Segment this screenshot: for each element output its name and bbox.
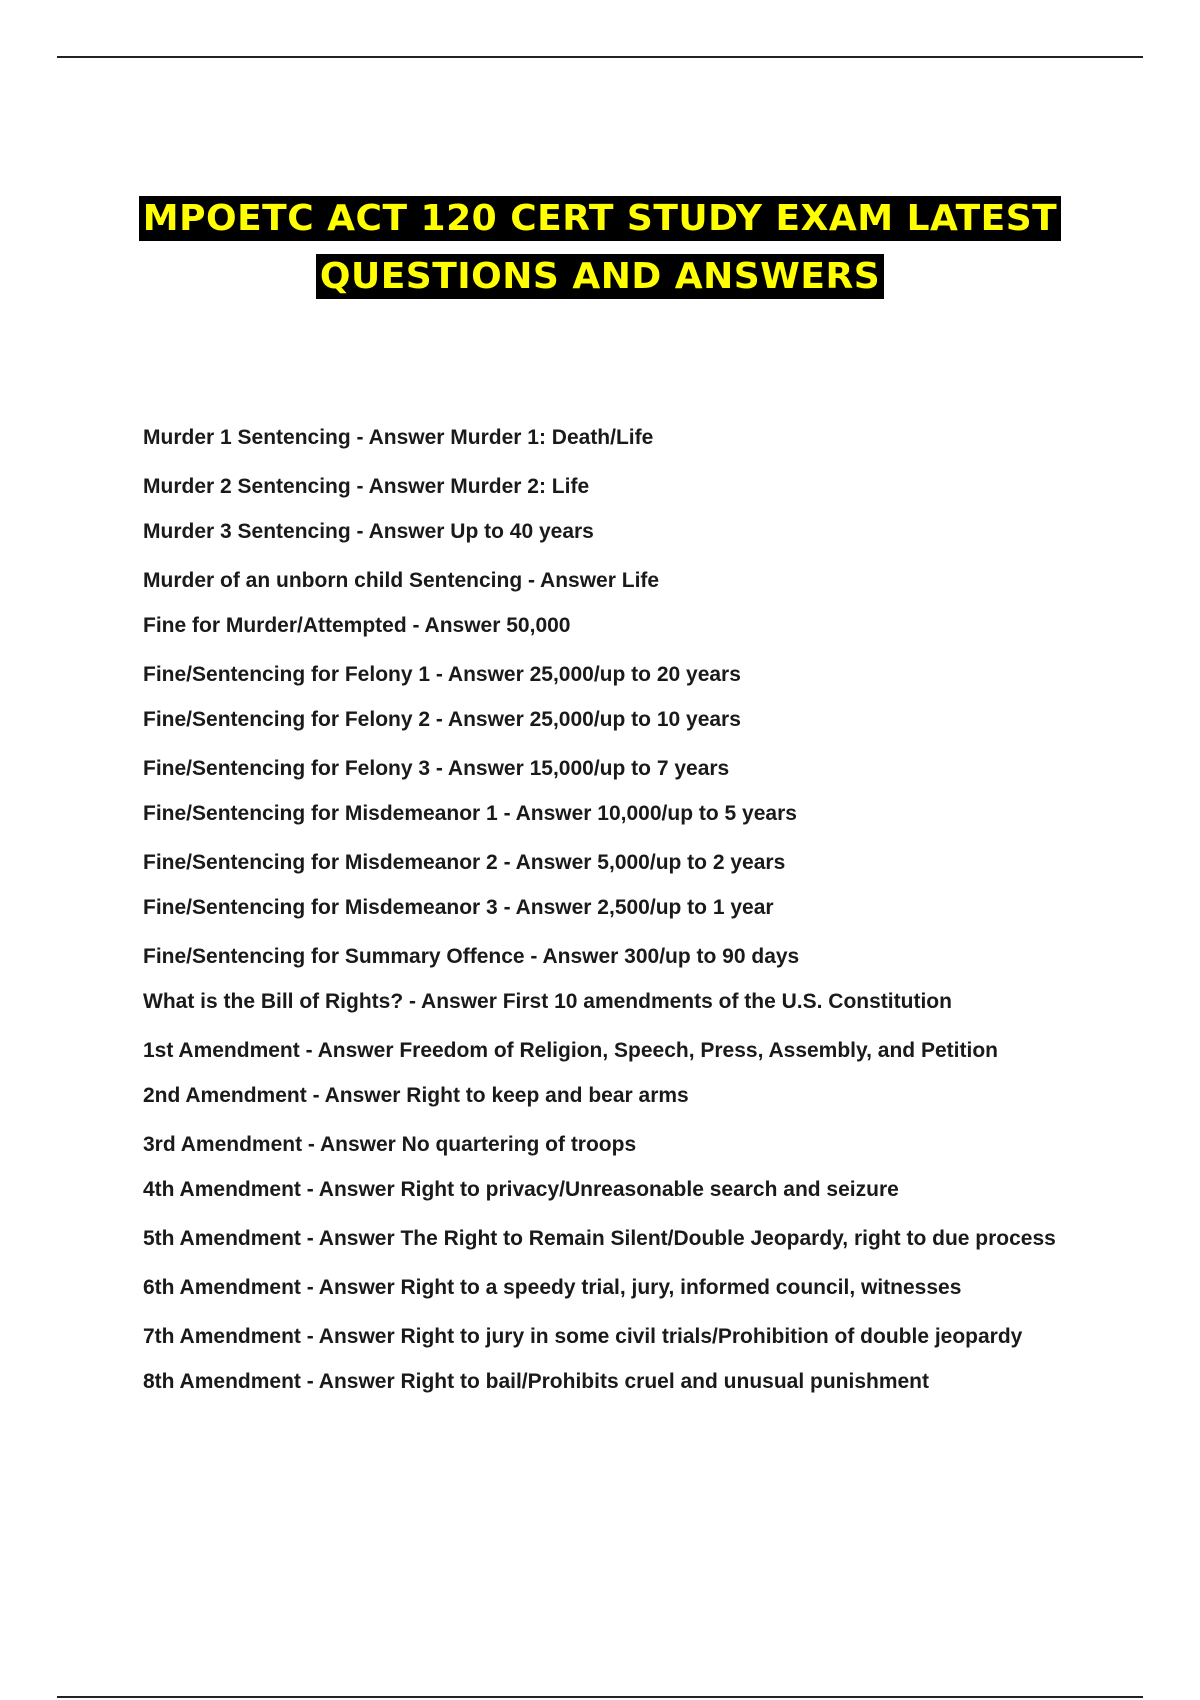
qa-item-7: Fine/Sentencing for Felony 2 - Answer 25,000/up to 10 years bbox=[143, 708, 741, 731]
qa-item-8: Fine/Sentencing for Felony 3 - Answer 15,000/up to 7 years bbox=[143, 757, 730, 780]
title-line-1 bbox=[0, 190, 1200, 248]
qa-item-1: Murder 1 Sentencing - Answer Murder 1: Death/Life bbox=[143, 426, 654, 449]
qa-item-2: Murder 2 Sentencing - Answer Murder 2: Life bbox=[143, 475, 590, 498]
qa-item-13: What is the Bill of Rights? - Answer First 10 amendments of the U.S. Constitution bbox=[143, 990, 952, 1013]
qa-item-19: 6th Amendment - Answer Right to a speedy trial, jury, informed council, witnesses bbox=[143, 1276, 962, 1299]
qa-item-5: Fine for Murder/Attempted - Answer 50,000 bbox=[143, 614, 571, 637]
qa-list bbox=[143, 423, 1103, 1416]
qa-item-20: 7th Amendment - Answer Right to jury in some civil trials/Prohibition of double jeopardy bbox=[143, 1325, 1023, 1348]
title-line-2 bbox=[0, 248, 1200, 306]
qa-item-6: Fine/Sentencing for Felony 1 - Answer 25,000/up to 20 years bbox=[143, 663, 741, 686]
title-line-2-text: QUESTIONS AND ANSWERS bbox=[316, 254, 884, 299]
qa-item-4: Murder of an unborn child Sentencing - Answer Life bbox=[143, 569, 660, 592]
qa-item-11: Fine/Sentencing for Misdemeanor 3 - Answer 2,500/up to 1 year bbox=[143, 896, 774, 919]
qa-item-15: 2nd Amendment - Answer Right to keep and bear arms bbox=[143, 1084, 689, 1107]
qa-item-16: 3rd Amendment - Answer No quartering of troops bbox=[143, 1133, 637, 1156]
title-line-1-text: MPOETC ACT 120 CERT STUDY EXAM LATEST bbox=[139, 196, 1061, 241]
qa-item-14: 1st Amendment - Answer Freedom of Religion, Speech, Press, Assembly, and Petition bbox=[143, 1039, 998, 1062]
qa-item-17: 4th Amendment - Answer Right to privacy/Unreasonable search and seizure bbox=[143, 1178, 899, 1201]
qa-item-10: Fine/Sentencing for Misdemeanor 2 - Answer 5,000/up to 2 years bbox=[143, 851, 786, 874]
qa-item-9: Fine/Sentencing for Misdemeanor 1 - Answer 10,000/up to 5 years bbox=[143, 802, 797, 825]
qa-item-18: 5th Amendment - Answer The Right to Remain Silent/Double Jeopardy, right to due process bbox=[143, 1227, 1056, 1250]
qa-item-12: Fine/Sentencing for Summary Offence - Answer 300/up to 90 days bbox=[143, 945, 800, 968]
qa-item-21: 8th Amendment - Answer Right to bail/Prohibits cruel and unusual punishment bbox=[143, 1370, 929, 1393]
qa-item-3: Murder 3 Sentencing - Answer Up to 40 years bbox=[143, 520, 594, 543]
bottom-rule bbox=[57, 1696, 1143, 1698]
top-rule bbox=[57, 56, 1143, 58]
document-title bbox=[0, 190, 1200, 306]
